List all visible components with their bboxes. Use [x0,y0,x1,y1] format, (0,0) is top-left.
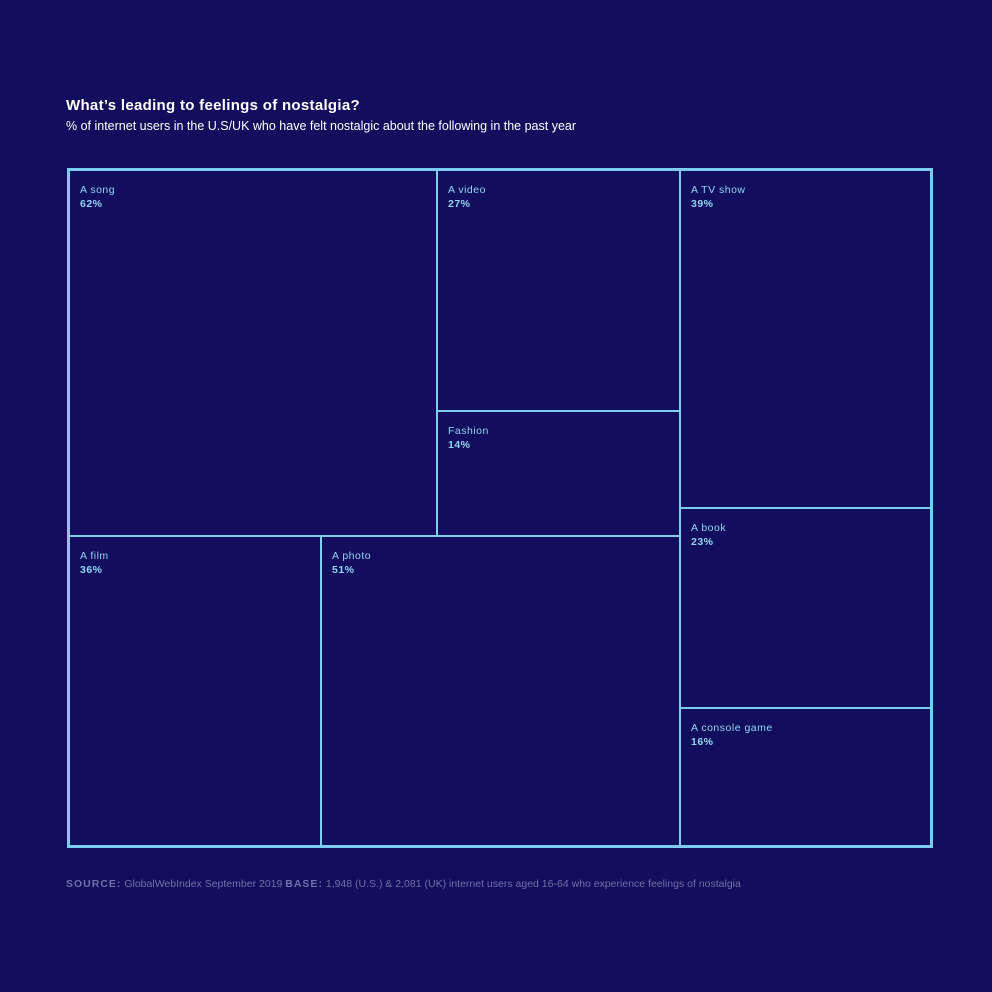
tile-label-fashion: Fashion [448,425,489,437]
tile-rect-a-video [437,170,680,411]
tile-a-tv-show [680,170,931,508]
tile-label-a-photo: A photo [332,550,372,562]
tile-value-a-song: 62% [80,198,103,210]
tile-label-a-film: A film [80,550,109,562]
tile-fashion [437,411,680,536]
base-text: 1,948 (U.S.) & 2,081 (UK) internet users aged 16-64 who experience feelings of nostalgia [325,878,741,890]
tile-a-photo [321,536,680,846]
tile-a-song [69,170,437,536]
tile-a-book [680,508,931,708]
tile-value-fashion: 14% [448,439,471,451]
tile-label-a-video: A video [448,184,486,196]
tile-a-video [437,170,680,411]
tile-label-a-song: A song [80,184,116,196]
tile-rect-a-tv-show [680,170,931,508]
tile-label-a-book: A book [691,522,727,534]
chart-title: What’s leading to feelings of nostalgia? [66,97,360,114]
source-key: SOURCE: [66,878,122,890]
tile-value-a-video: 27% [448,198,471,210]
tile-rect-a-song [69,170,437,536]
tile-label-a-console-game: A console game [691,722,773,734]
tile-a-console-game [680,708,931,846]
tile-rect-a-book [680,508,931,708]
tile-value-a-tv-show: 39% [691,198,714,210]
tile-label-a-tv-show: A TV show [691,184,746,196]
chart-subtitle: % of internet users in the U.S/UK who have felt nostalgic about the following in the past year [66,119,577,133]
tile-value-a-console-game: 16% [691,736,714,748]
tile-rect-a-film [69,536,321,846]
tile-rect-a-photo [321,536,680,846]
tile-value-a-book: 23% [691,536,714,548]
source-footer [66,878,741,890]
tile-value-a-photo: 51% [332,564,355,576]
tile-value-a-film: 36% [80,564,103,576]
tile-a-film [69,536,321,846]
base-key: BASE: [285,878,323,890]
source-text: GlobalWebIndex September 2019 [124,878,283,890]
